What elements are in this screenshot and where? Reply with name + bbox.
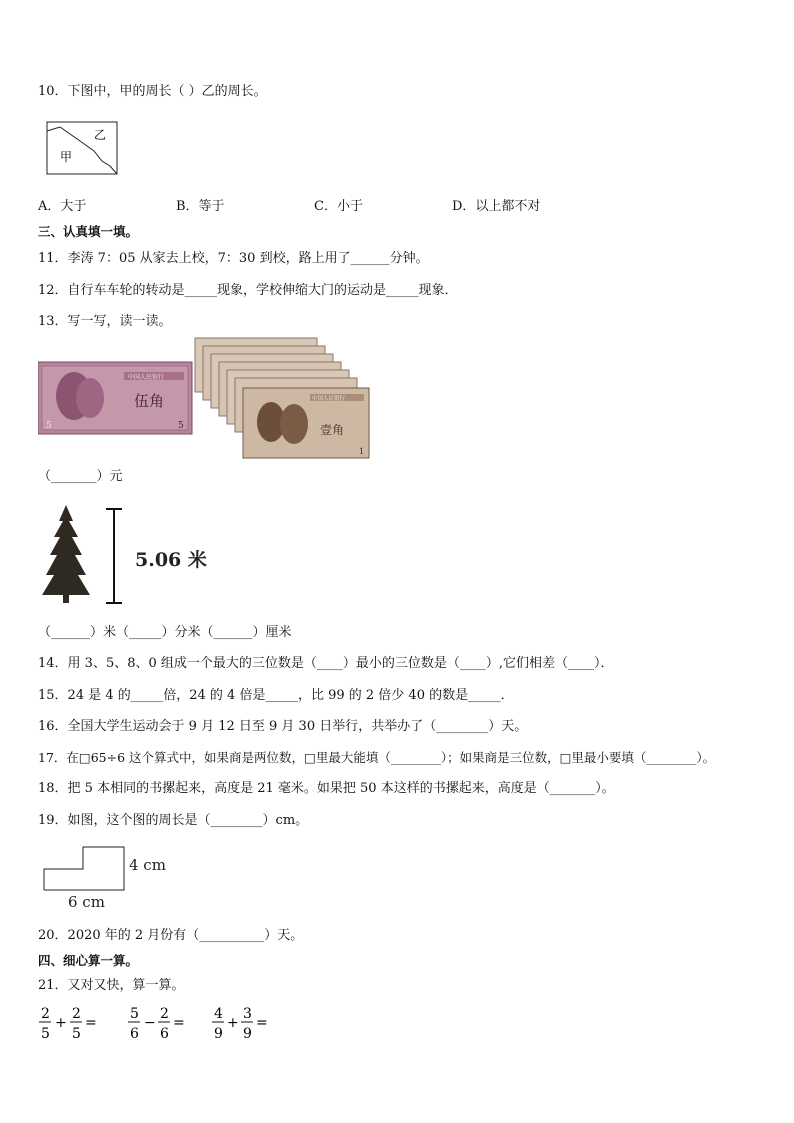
q21-expressions [36, 1000, 296, 1046]
expr3-numerator-2: 3 [243, 1006, 252, 1022]
q15-text: 15．24 是 4 的_____倍，24 的 4 倍是_____，比 99 的 2 倍少 40 的数是_____． [38, 688, 514, 703]
expr3-operator: + [227, 1015, 239, 1031]
five-jiao-digit-left: 5 [46, 421, 52, 431]
one-jiao-header: 中国人民银行 [312, 396, 346, 402]
expression-2 [128, 1006, 185, 1042]
q20-text: 20．2020 年的 2 月份有（__________）天。 [38, 928, 304, 943]
expr3-denominator-1: 9 [214, 1026, 223, 1042]
q10-label-yi: 乙 [94, 128, 107, 142]
five-jiao-note [38, 362, 192, 434]
q10-option-a[interactable]: A．大于 [38, 199, 87, 214]
expr2-numerator-1: 5 [130, 1006, 139, 1022]
q19-width-label: 6 cm [68, 893, 105, 911]
q10-figure [46, 121, 118, 175]
q10-option-d[interactable]: D．以上都不对 [452, 199, 541, 214]
expr2-denominator-2: 6 [160, 1026, 169, 1042]
q21-text: 21．又对又快，算一算。 [38, 978, 185, 993]
banknotes-figure [38, 336, 378, 460]
q10-label-jia: 甲 [60, 150, 73, 164]
one-jiao-value: 壹角 [320, 423, 345, 437]
five-jiao-digit-right: 5 [178, 421, 184, 431]
expr3-denominator-2: 9 [243, 1026, 252, 1042]
q19-figure [40, 844, 180, 912]
q10-option-b[interactable]: B．等于 [176, 199, 225, 214]
q16-text: 16．全国大学生运动会于 9 月 12 日至 9 月 30 日举行，共举办了（________）天。 [38, 719, 528, 734]
q18-text: 18．把 5 本相同的书摞起来，高度是 21 毫米。如果把 50 本这样的书摞起来，高度是（_______）。 [38, 781, 615, 796]
q19-text: 19．如图，这个图的周长是（________）cm。 [38, 813, 309, 828]
expr2-equals: = [173, 1015, 185, 1031]
expr1-operator: + [55, 1015, 67, 1031]
q13-answer-yuan: （_______）元 [38, 469, 123, 484]
expression-1 [39, 1006, 97, 1042]
expr2-denominator-1: 6 [130, 1026, 139, 1042]
q12-text: 12．自行车车轮的转动是_____现象，学校伸缩大门的运动是_____现象． [38, 283, 458, 298]
height-marker [106, 509, 122, 603]
q10-text: 10．下图中，甲的周长（ ）乙的周长。 [38, 84, 267, 99]
expr1-numerator-2: 2 [72, 1006, 81, 1022]
expr1-numerator-1: 2 [41, 1006, 50, 1022]
q19-height-label: 4 cm [129, 856, 166, 874]
section-4-title: 四、细心算一算。 [38, 953, 139, 968]
expr1-denominator-1: 5 [41, 1026, 50, 1042]
expr1-denominator-2: 5 [72, 1026, 81, 1042]
tree-figure [38, 503, 208, 607]
expr1-equals: = [85, 1015, 97, 1031]
expr2-operator: − [144, 1015, 156, 1031]
tree-height-label: 5.06 米 [135, 549, 207, 571]
five-jiao-header: 中国人民银行 [128, 374, 165, 381]
five-jiao-value: 伍角 [134, 392, 165, 410]
tree-icon [42, 505, 90, 603]
q11-text: 11．李涛 7：05 从家去上校，7：30 到校，路上用了______分钟。 [38, 251, 429, 266]
one-jiao-digit: 1 [359, 447, 365, 456]
expr3-equals: = [256, 1015, 268, 1031]
expr3-numerator-1: 4 [214, 1006, 223, 1022]
section-3-title: 三、认真填一填。 [38, 224, 139, 239]
q17-text: 17．在□65÷6 这个算式中，如果商是两位数，□里最大能填（________）；如果商是三位数，□里最小要填（________）。 [38, 750, 716, 765]
q13-text: 13．写一写，读一读。 [38, 314, 172, 329]
expr2-numerator-2: 2 [160, 1006, 169, 1022]
q10-option-c[interactable]: C．小于 [314, 199, 363, 214]
expression-3 [212, 1006, 268, 1042]
q14-text: 14．用 3、5、8、0 组成一个最大的三位数是（____）最小的三位数是（____）,它们相差（____）． [38, 656, 614, 671]
one-jiao-stack [195, 338, 369, 458]
q13-answer-length: （______）米（_____）分米（______）厘米 [38, 625, 292, 640]
